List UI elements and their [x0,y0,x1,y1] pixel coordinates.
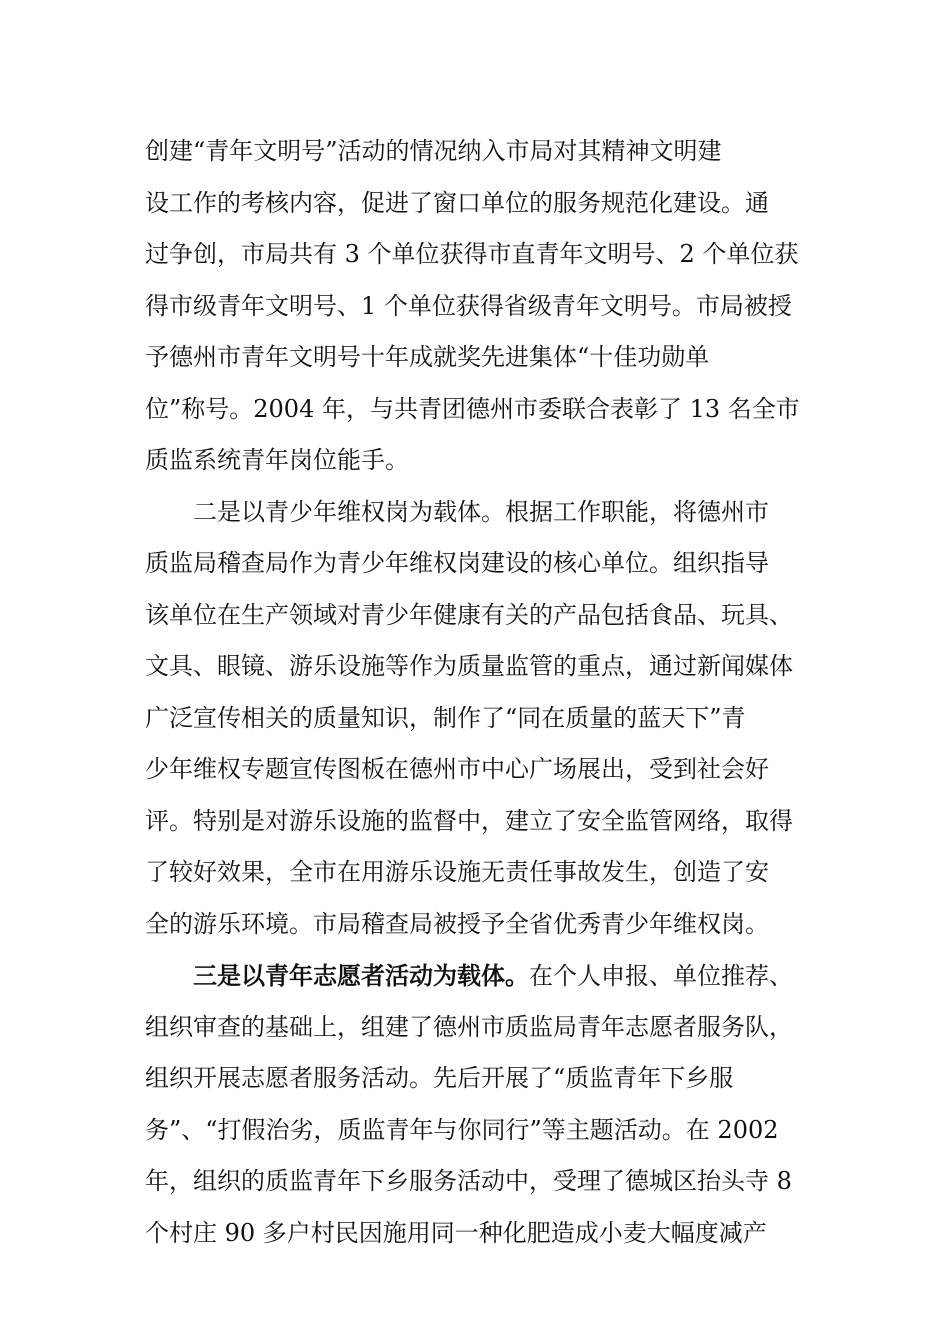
text-line: 设工作的考核内容，促进了窗口单位的服务规范化建设。通 [145,188,769,217]
text-line: 位”称号。2004 年，与共青团德州市委联合表彰了 13 名全市 [145,394,800,423]
text-line: 组织审查的基础上，组建了德州市质监局青年志愿者服务队， [145,1012,793,1041]
text-line: 了较好效果，全市在用游乐设施无责任事故发生，创造了安 [145,858,769,886]
text-line: 过争创，市局共有 3 个单位获得市直青年文明号、2 个单位获 [145,240,799,268]
text-line: 予德州市青年文明号十年成就奖先进集体“十佳功勋单 [145,343,710,371]
text-line: 质监系统青年岗位能手。 [145,446,409,474]
text-line: 该单位在生产领域对青少年健康有关的产品包括食品、玩具、 [145,600,793,629]
text-line: 个村庄 90 多户村民因施用同一种化肥造成小麦大幅度减产 [145,1218,767,1247]
text-line: 评。特别是对游乐设施的监督中，建立了安全监管网络，取得 [145,806,793,835]
text-line: 广泛宣传相关的质量知识，制作了“同在质量的蓝天下”青 [145,703,746,732]
text-line: 少年维权专题宣传图板在德州市中心广场展出，受到社会好 [145,755,769,783]
text-line: 文具、眼镜、游乐设施等作为质量监管的重点，通过新闻媒体 [145,652,793,680]
text-line: 组织开展志愿者服务活动。先后开展了“质监青年下乡服 [145,1064,734,1092]
text-line: 创建“青年文明号”活动的情况纳入市局对其精神文明建 [145,137,722,165]
paragraph-3-first-line-rest: 在个人申报、单位推荐、 [529,962,793,990]
paragraph-3-first-line [145,950,810,1002]
text-line: 务”、“打假治劣，质监青年与你同行”等主题活动。在 2002 [145,1115,779,1144]
text-line: 质监局稽查局作为青少年维权岗建设的核心单位。组织指导 [145,549,769,577]
bold-heading: 三是以青年志愿者活动为载体。 [193,961,529,990]
text-line: 全的游乐环境。市局稽查局被授予全省优秀青少年维权岗。 [145,909,769,938]
text-line: 得市级青年文明号、1 个单位获得省级青年文明号。市局被授 [145,291,792,320]
body-text [145,126,810,1259]
paragraph-2-first-line: 二是以青少年维权岗为载体。根据工作职能，将德州市 [193,497,769,526]
text-line: 年，组织的质监青年下乡服务活动中，受理了德城区抬头寺 8 [145,1167,792,1195]
